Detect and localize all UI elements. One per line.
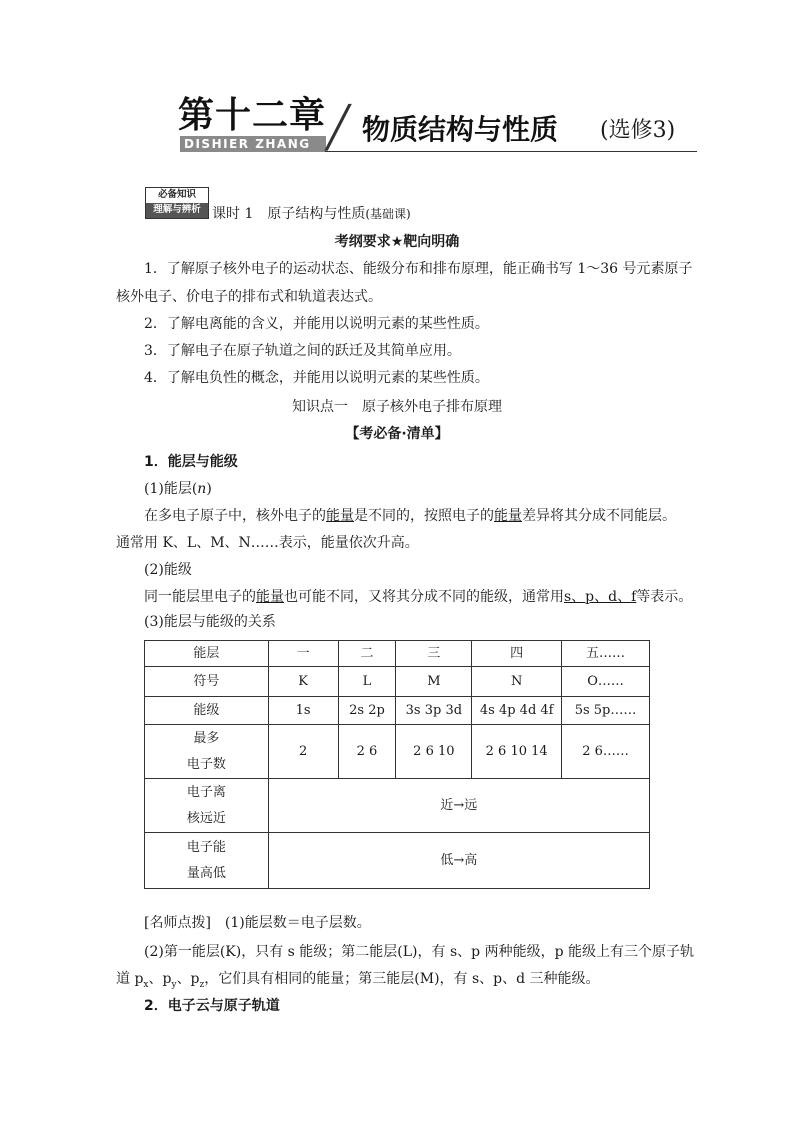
- table-cell: L: [338, 667, 396, 697]
- goal-2: 2．了解电离能的含义，并能用以说明元素的某些性质。: [144, 316, 489, 332]
- table-row: [145, 697, 650, 725]
- table-cell: 四: [472, 641, 562, 667]
- table-cell: 能级: [145, 697, 269, 725]
- subsection-1a: (1)能层(n): [144, 481, 212, 497]
- goal-4: 4．了解电负性的概念，并能用以说明元素的某些性质。: [144, 370, 489, 386]
- table-cell: 电子离 核远近: [145, 779, 269, 833]
- header-slash: ╱: [326, 105, 351, 151]
- kp1-title: 知识点一 原子核外电子排布原理: [292, 399, 502, 415]
- table-cell: K: [268, 667, 338, 697]
- table-cell: O……: [562, 667, 650, 697]
- tip-2-line-1: (2)第一能层(K)，只有 s 能级；第二能层(L)，有 s、p 两种能级，p 能级上有三个原子轨: [144, 944, 694, 960]
- table-cell: 近→远: [268, 779, 649, 833]
- table-cell: 2s 2p: [338, 697, 396, 725]
- paragraph-2: 同一能层里电子的能量也可能不同，又将其分成不同的能级，通常用s、p、d、f等表示。: [144, 589, 693, 605]
- subsection-1c: (3)能层与能级的关系: [144, 614, 276, 630]
- table-cell: 最多 电子数: [145, 725, 269, 779]
- table-cell: N: [472, 667, 562, 697]
- subject-elective: (选修3): [600, 118, 676, 143]
- table-cell: 5s 5p……: [562, 697, 650, 725]
- lesson-label: 课时 1 原子结构与性质: [212, 206, 366, 222]
- section-2-heading: 2．电子云与原子轨道: [144, 998, 280, 1014]
- table-row: [145, 641, 650, 667]
- chapter-pinyin: DISHIER ZHANG: [184, 137, 311, 151]
- goal-3: 3．了解电子在原子轨道之间的跃迁及其简单应用。: [144, 343, 461, 359]
- table-cell: 五……: [562, 641, 650, 667]
- table-cell: 一: [268, 641, 338, 667]
- table-cell: M: [396, 667, 472, 697]
- tip-label: [名师点拨]: [144, 915, 211, 931]
- table-cell: 2 6 10: [396, 725, 472, 779]
- section-badge: [145, 187, 209, 219]
- table-cell: 2 6 10 14: [472, 725, 562, 779]
- table-cell: 1s: [268, 697, 338, 725]
- lesson-title: [212, 204, 411, 224]
- lesson-note: (基础课): [365, 207, 411, 221]
- subsection-1b: (2)能级: [144, 562, 192, 578]
- table-cell: 4s 4p 4d 4f: [472, 697, 562, 725]
- goal-1-line-1: 1．了解原子核外电子的运动状态、能级分布和排布原理，能正确书写 1～36 号元素原子: [144, 261, 693, 277]
- table-row: [145, 833, 650, 889]
- tip-2-line-2: 道 $p_x$、$p_y$、$p_z$，它们具有相同的能量；第三能层(M)，有 s、p、d 三种能级。: [116, 971, 600, 990]
- table-cell: 三: [396, 641, 472, 667]
- table-cell: 二: [338, 641, 396, 667]
- goal-1-line-2: 核外电子、价电子的排布式和轨道表达式。: [116, 289, 382, 305]
- table-row: [145, 725, 650, 779]
- table-row: [145, 779, 650, 833]
- table-cell: 能层: [145, 641, 269, 667]
- section-1-heading: 1．能层与能级: [144, 454, 238, 470]
- paragraph-1-line-2: 通常用 K、L、M、N……表示，能量依次升高。: [116, 535, 419, 551]
- energy-level-table: [144, 640, 650, 889]
- goals-heading: 考纲要求★靶向明确: [334, 234, 460, 250]
- table-cell: 2 6……: [562, 725, 650, 779]
- table-row: [145, 667, 650, 697]
- subject-title: 物质结构与性质: [362, 113, 559, 146]
- paragraph-1-line-1: 在多电子原子中，核外电子的能量是不同的，按照电子的能量差异将其分成不同能层。: [144, 508, 676, 524]
- chapter-title: 第十二章: [178, 95, 327, 136]
- table-cell: 3s 3p 3d: [396, 697, 472, 725]
- header-rule: [325, 151, 697, 152]
- table-cell: 符号: [145, 667, 269, 697]
- badge-top: 必备知识: [157, 189, 196, 200]
- badge-bottom: 理解与辨析: [146, 203, 208, 218]
- table-cell: 低→高: [268, 833, 649, 889]
- kp1-tag: 【考必备·清单】: [345, 426, 449, 442]
- tip-1: [名师点拨] (1)能层数＝电子层数。: [144, 915, 371, 931]
- table-cell: 2 6: [338, 725, 396, 779]
- table-cell: 2: [268, 725, 338, 779]
- table-cell: 电子能 量高低: [145, 833, 269, 889]
